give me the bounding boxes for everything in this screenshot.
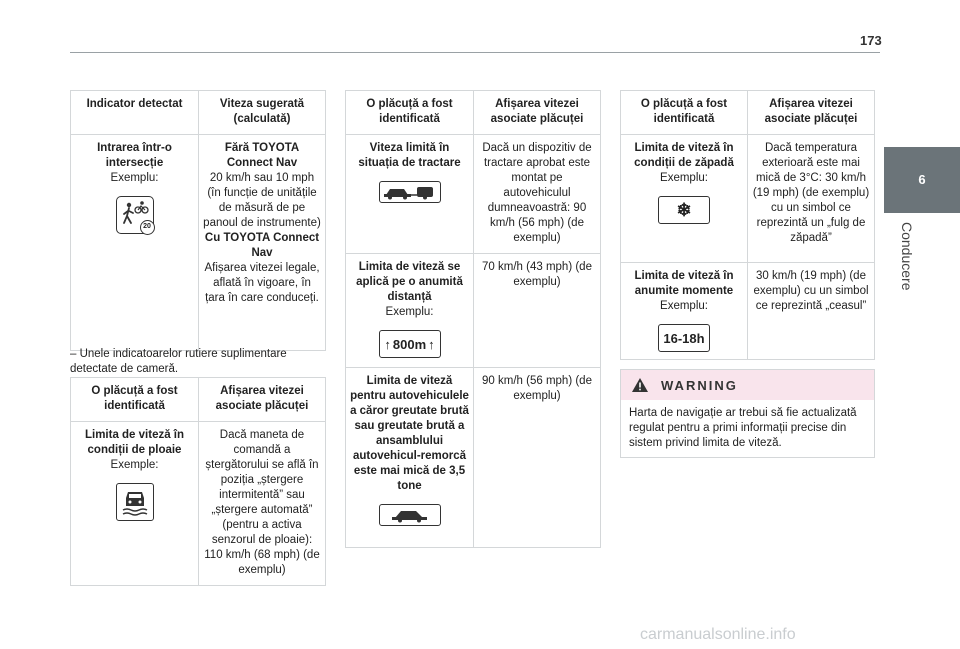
- table-row: [346, 135, 601, 254]
- connect-text: Afișarea vitezei legale, aflată în vigoare, în țara în care conduceți.: [204, 262, 320, 304]
- warning-triangle-icon: [631, 377, 649, 393]
- table-header: O plăcuță a fost identificată: [621, 91, 748, 135]
- section-title: Conducere: [899, 222, 915, 291]
- warning-box: [620, 369, 875, 458]
- table-row: [71, 135, 326, 351]
- row-text: Dacă maneta de comandă a ștergătorului se află în poziția „ștergere intermitentă” sau „ștergere automată” (pentru a activa senzorul de ploaie): 110 km/h (68 mph) (de exemplu): [204, 429, 320, 576]
- table-row: [621, 263, 875, 360]
- car-towing-trailer-icon: [379, 181, 441, 203]
- row-text: 30 km/h (19 mph) (de exemplu) cu un simbol ce reprezintă „ceasul”: [753, 270, 869, 312]
- connect-title: Cu TOYOTA Connect Nav: [204, 232, 320, 259]
- no-connect-text: 20 km/h sau 10 mph (în funcție de unitățile de măsură de pe panoul de instrumente): [203, 172, 321, 229]
- row-title: Limita de viteză pentru autovehiculele a căror greutate brută sau greutate brută a ansamblului autovehicul-remorcă este mai mică de 3,5 tone: [350, 375, 469, 492]
- table-rain-limit: [70, 377, 326, 586]
- table-row: [621, 135, 875, 263]
- top-divider: [70, 52, 880, 53]
- camera-note: – Unele indicatoarelor rutiere suplimentare detectate de cameră.: [70, 348, 287, 375]
- speed-badge: 20: [140, 220, 155, 235]
- pedestrian-cyclist-intersection-sign-icon: [116, 196, 154, 234]
- table-row: [71, 422, 326, 586]
- table-row: [346, 254, 601, 368]
- table-detected-indicator: [70, 90, 326, 351]
- row-text: 70 km/h (43 mph) (de exemplu): [482, 261, 592, 288]
- distance-text: 800m: [392, 336, 427, 352]
- distance-sign-icon: ↑ 800m ↑: [379, 330, 441, 358]
- row-title: Limita de viteză în anumite momente: [634, 270, 734, 297]
- snowflake-icon: ❄: [658, 196, 710, 224]
- table-header: O plăcuță a fost identificată: [71, 378, 199, 422]
- table-special-limits: [345, 90, 601, 548]
- row-example-label: Exemplu:: [110, 172, 159, 184]
- row-example-label: Exemplu:: [385, 306, 434, 318]
- row-title: Limita de viteză în condiții de ploaie: [84, 429, 185, 456]
- table-header: Afișarea vitezei asociate plăcuței: [199, 378, 326, 422]
- table-header: Afișarea vitezei asociate plăcuței: [748, 91, 875, 135]
- row-title: Intrarea într-o intersecție: [97, 142, 172, 169]
- table-row: [346, 368, 601, 548]
- row-title: Limita de viteză se aplică pe o anumită distanță: [356, 261, 463, 303]
- row-text: Dacă un dispozitiv de tractare aprobat este montat pe autovehiculul dumneavoastră: 90 km/h (56 mph) (de exemplu): [482, 142, 592, 244]
- row-example-label: Exemplu:: [660, 300, 708, 312]
- warning-text: Harta de navigație ar trebui să fie actualizată regulat pentru a primi informații precise din sistem privind limita de viteză.: [629, 407, 857, 449]
- warning-header: [621, 370, 874, 400]
- watermark: carmanualsonline.info: [640, 626, 796, 643]
- no-connect-title: Fără TOYOTA Connect Nav: [224, 142, 300, 169]
- table-header: O plăcuță a fost identificată: [346, 91, 474, 135]
- warning-title: WARNING: [661, 377, 738, 393]
- section-tab[interactable]: 6: [884, 147, 960, 213]
- car-icon: [379, 504, 441, 526]
- time-range-sign-icon: 16-18h: [658, 324, 710, 352]
- row-text: 90 km/h (56 mph) (de exemplu): [482, 375, 592, 402]
- row-title: Viteza limită în situația de tractare: [358, 142, 461, 169]
- row-title: Limita de viteză în condiții de zăpadă: [634, 142, 734, 169]
- row-example-label: Exemplu:: [660, 172, 708, 184]
- table-header: Viteza sugerată (calculată): [199, 91, 326, 135]
- page-number: 173: [860, 33, 882, 48]
- row-example-label: Exemple:: [110, 459, 159, 471]
- rain-car-icon: [116, 483, 154, 521]
- table-condition-limits: [620, 90, 875, 360]
- table-header: Afișarea vitezei asociate plăcuței: [474, 91, 601, 135]
- row-text: Dacă temperatura exterioară este mai mică de 3°C: 30 km/h (19 mph) (de exemplu) cu un simbol ce reprezintă un „fulg de zăpadă”: [752, 142, 870, 244]
- table-header: Indicator detectat: [71, 91, 199, 135]
